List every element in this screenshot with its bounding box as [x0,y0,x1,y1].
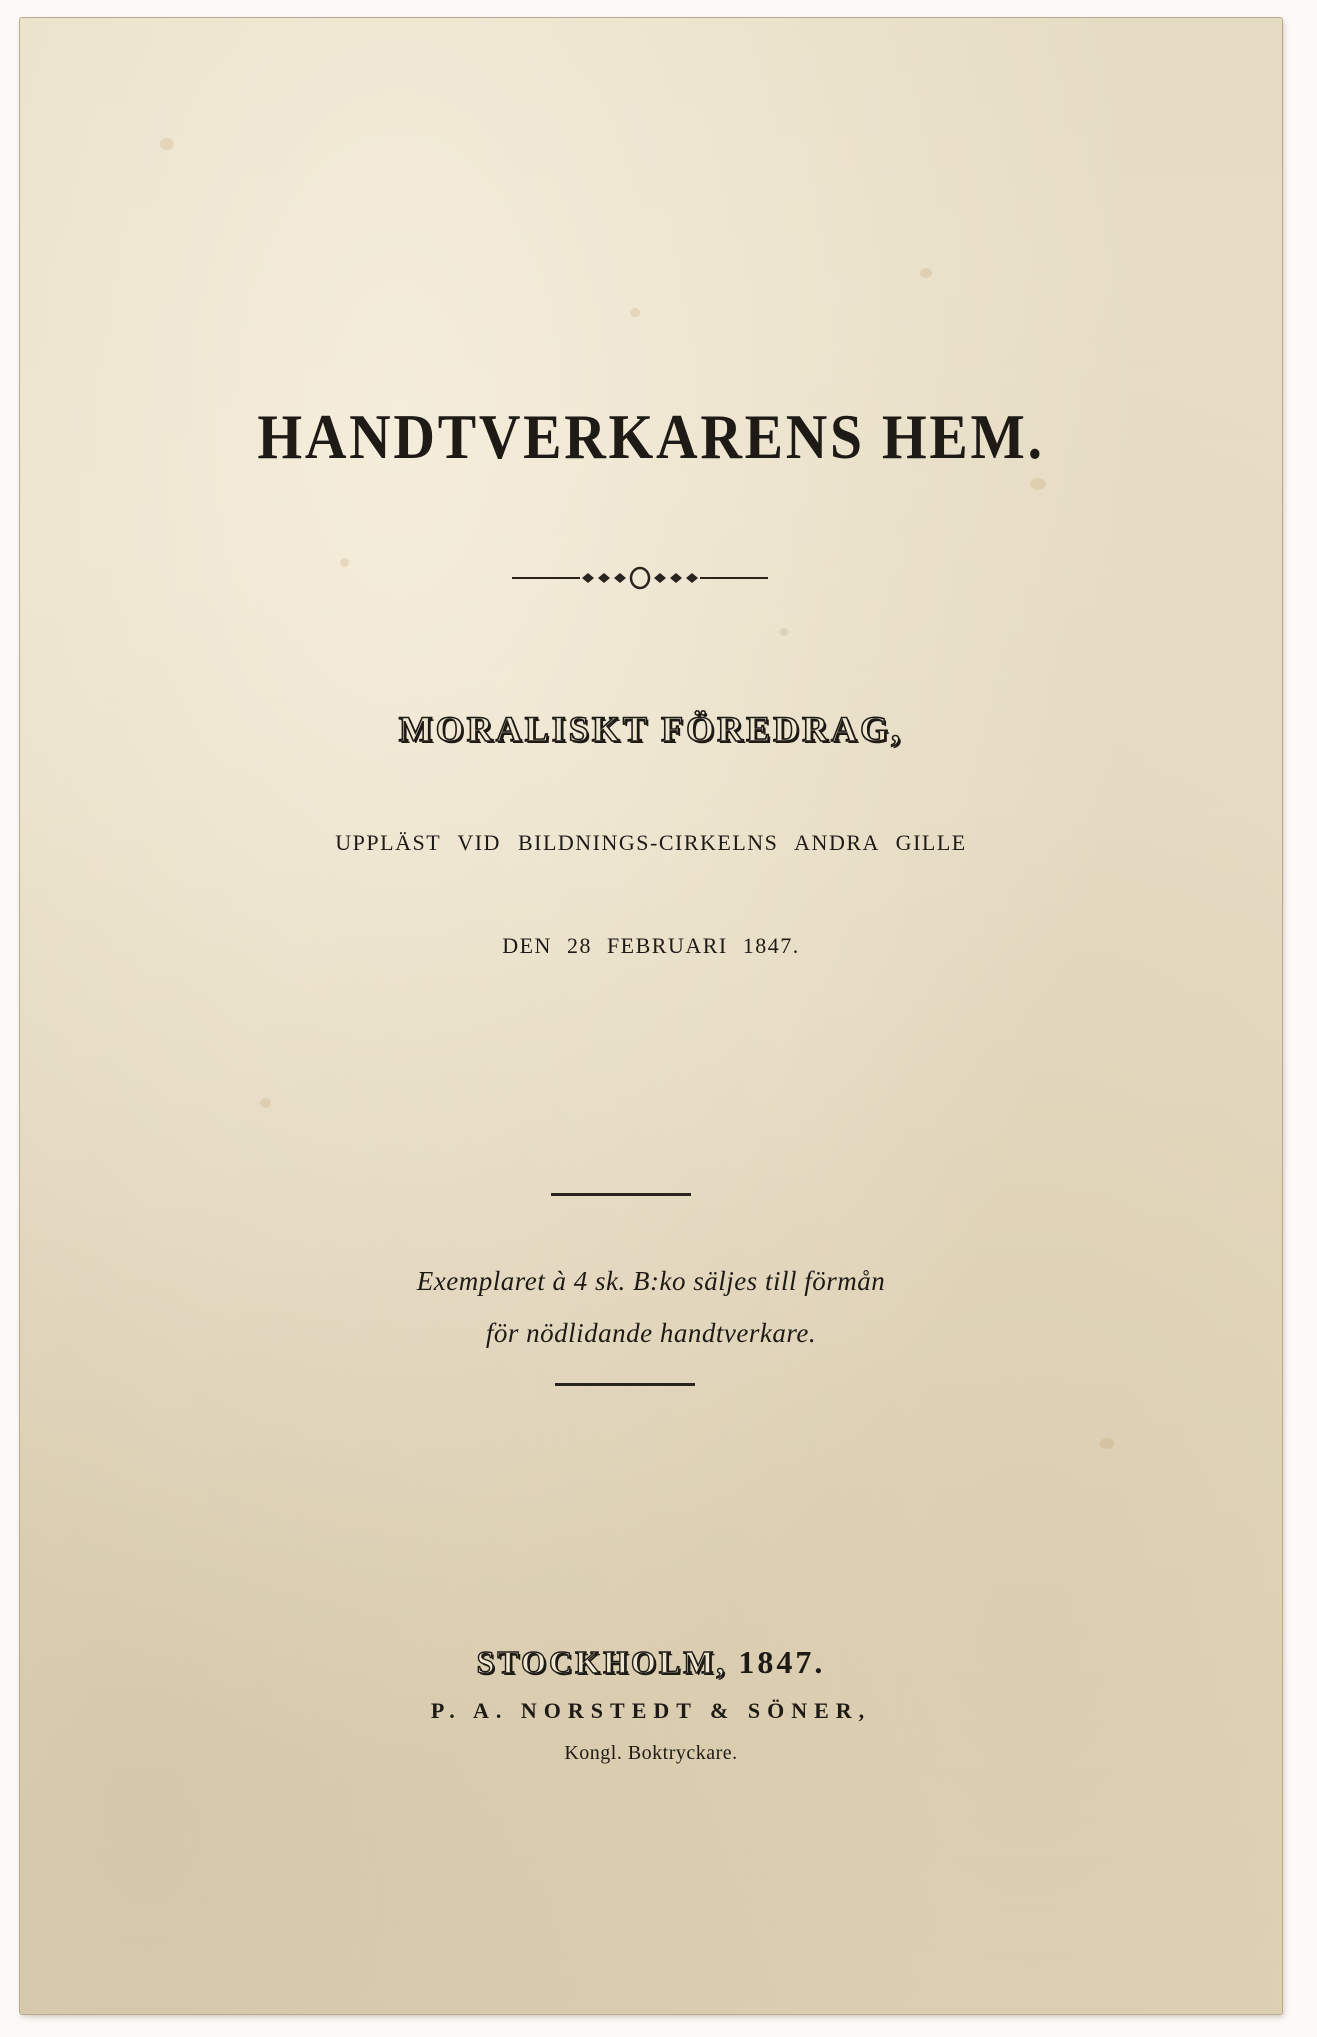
imprint-printer: P. A. NORSTEDT & SÖNER, [430,1698,872,1723]
price-note-line-2: för nödlidande handtverkare. [485,1318,817,1348]
foxing-spot [260,1098,271,1108]
imprint-year: 1847. [738,1644,826,1680]
reading-occasion: UPPLÄST VID BILDNINGS-CIRKELNS ANDRA GILLE [335,830,967,855]
reading-date: DEN 28 FEBRUARI 1847. [502,933,800,958]
imprint-printer-role: Kongl. Boktryckare. [564,1742,738,1764]
document-title: HANDTVERKARENS HEM. [257,401,1045,472]
foxing-spot [160,138,174,150]
foxing-spot [1100,1438,1114,1449]
foxing-spot [920,268,932,278]
document-subtitle: MORALISKT FÖREDRAG, [398,709,904,749]
ornament-divider-icon [20,563,1282,593]
foxing-spot [780,628,788,636]
foxing-spot [630,308,640,317]
foxing-spot [1030,478,1046,490]
separator-rule [551,1193,691,1196]
title-page [20,18,1282,2014]
imprint-place-year [20,1644,1282,1681]
price-note-line-1: Exemplaret à 4 sk. B:ko säljes till förmån [416,1266,886,1296]
imprint-city: STOCKHOLM, [476,1644,728,1680]
separator-rule [555,1383,695,1386]
